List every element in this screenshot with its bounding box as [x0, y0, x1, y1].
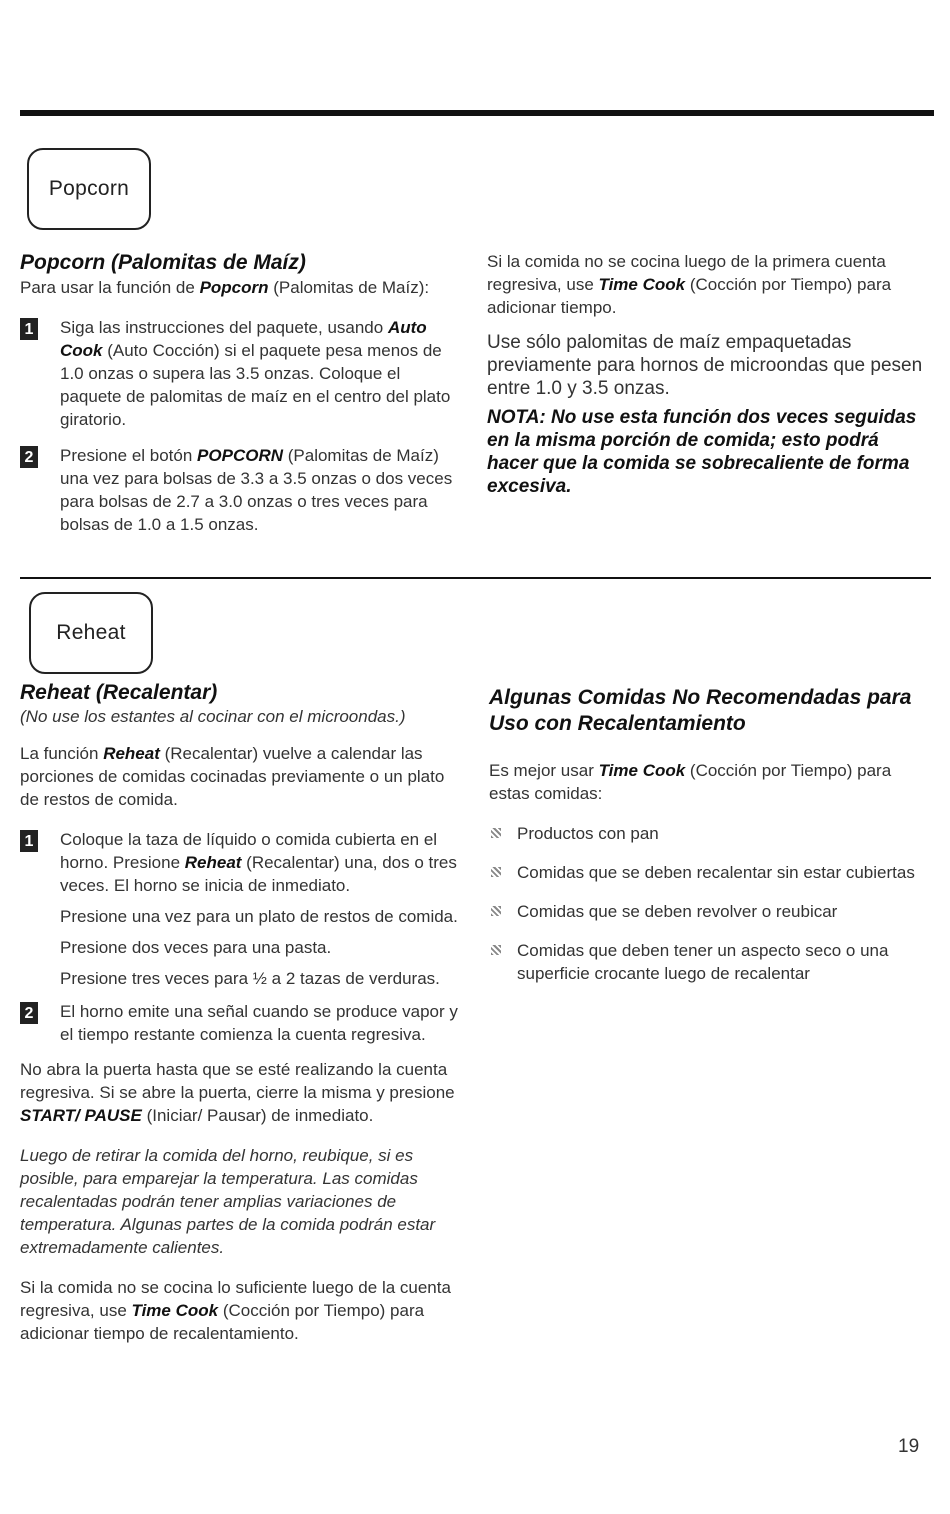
not-recommended-column [489, 685, 929, 985]
popcorn-intro [20, 276, 460, 299]
reheat-intro [20, 742, 462, 811]
reheat-step-1 [20, 828, 462, 990]
popcorn-left-column [20, 250, 460, 536]
popcorn-step-2-em: POPCORN [197, 446, 284, 465]
popcorn-key-icon [27, 148, 151, 230]
popcorn-title: Popcorn (Palomitas de Maíz) [20, 251, 306, 274]
popcorn-right-p1-text: Si la comida no se cocina luego de la primera cuenta regresiva, use [487, 252, 886, 294]
popcorn-intro-text: Para usar la función de [20, 278, 200, 297]
popcorn-key-label: Popcorn [48, 177, 130, 200]
not-recommended-intro [489, 759, 929, 805]
bullet-icon [491, 945, 501, 955]
list-item-text: Comidas que se deben recalentar sin estar cubiertas [517, 863, 915, 882]
reheat-subtitle: (No use los estantes al cocinar con el microondas.) [20, 707, 406, 726]
not-recommended-title: Algunas Comidas No Recomendadas para Uso con Recalentamiento [489, 686, 912, 735]
reheat-step-2-text: El horno emite una señal cuando se produce vapor y el tiempo restante comienza la cuenta regresiva. [60, 1002, 458, 1044]
reheat-step-1-post: (Recalentar) una, dos o tres veces. El horno se inicia de inmediato. [60, 853, 457, 895]
reheat-final-text: Si la comida no se cocina lo suficiente luego de la cuenta regresiva, use [20, 1278, 451, 1320]
popcorn-intro-em: Popcorn [199, 278, 269, 297]
popcorn-note: NOTA: No use esta función dos veces seguidas en la misma porción de comida; esto podrá hacer que la comida se sobrecaliente de forma excesiva. [487, 407, 917, 497]
reheat-step-1-em: Reheat [184, 853, 242, 872]
reheat-final-paragraph [20, 1276, 462, 1345]
popcorn-right-p1 [487, 250, 927, 319]
popcorn-step-1-em: Auto Cook [60, 318, 427, 360]
popcorn-step-1-text: Siga las instrucciones del paquete, usando [60, 318, 388, 337]
popcorn-intro-post: (Palomitas de Maíz): [268, 278, 430, 297]
reheat-step-1-option-b: Presione dos veces para una pasta. [60, 938, 332, 957]
step-number-badge: 2 [20, 1002, 38, 1024]
bullet-icon [491, 867, 501, 877]
popcorn-right-p1-em: Time Cook [598, 275, 686, 294]
list-item [489, 822, 929, 845]
not-recommended-intro-text: Es mejor usar [489, 761, 599, 780]
reheat-title: Reheat (Recalentar) [20, 681, 218, 704]
list-item-text: Productos con pan [517, 824, 659, 843]
reheat-key-icon [29, 592, 153, 674]
popcorn-step-1 [20, 316, 460, 431]
popcorn-step-2 [20, 444, 460, 536]
reheat-step-1-option-a: Presione una vez para un plato de restos de comida. [60, 907, 458, 926]
reheat-door-paragraph [20, 1058, 462, 1127]
bullet-icon [491, 906, 501, 916]
popcorn-right-p2: Use sólo palomitas de maíz empaquetadas previamente para hornos de microondas que pesen entre 1.0 y 3.5 onzas. [487, 332, 923, 399]
reheat-italic-note: Luego de retirar la comida del horno, reubique, si es posible, para emparejar la temperatura. Las comidas recalentadas podrán tener amplias variaciones de temperatura. Algunas partes de la comida podrán estar extremadamente calientes. [20, 1146, 436, 1257]
step-number-badge: 1 [20, 830, 38, 852]
bullet-icon [491, 828, 501, 838]
list-item [489, 900, 929, 923]
reheat-final-em: Time Cook [131, 1301, 219, 1320]
reheat-step-1-text: Coloque la taza de líquido o comida cubierta en el horno. Presione [60, 830, 438, 872]
step-number-badge: 1 [20, 318, 38, 340]
step-number-badge: 2 [20, 446, 38, 468]
popcorn-step-2-post: (Palomitas de Maíz) una vez para bolsas de 3.3 a 3.5 onzas o dos veces para bolsas de 2.7 a 3.0 onzas o tres veces para bolsas de 1.0 a 1.5 onzas. [60, 446, 453, 534]
list-item-text: Comidas que se deben revolver o reubicar [517, 902, 838, 921]
not-recommended-intro-post: (Cocción por Tiempo) para estas comidas: [489, 761, 892, 803]
reheat-intro-post: (Recalentar) vuelve a calendar las porciones de comidas cocinadas previamente o un plato de restos de comida. [20, 744, 445, 809]
popcorn-right-p1-post: (Cocción por Tiempo) para adicionar tiempo. [487, 275, 892, 317]
list-item [489, 861, 929, 884]
reheat-intro-em: Reheat [103, 744, 160, 763]
reheat-intro-text: La función [20, 744, 104, 763]
reheat-step-2 [20, 1000, 462, 1046]
section-divider [20, 577, 931, 579]
reheat-key-label: Reheat [56, 621, 126, 644]
reheat-door-em: START/ PAUSE [20, 1106, 142, 1125]
popcorn-step-2-text: Presione el botón [60, 446, 198, 465]
reheat-door-text: No abra la puerta hasta que se esté realizando la cuenta regresiva. Si se abre la puerta, cierre la misma y presione [20, 1060, 455, 1102]
popcorn-right-column [487, 250, 927, 498]
reheat-door-post: (Iniciar/ Pausar) de inmediato. [141, 1106, 374, 1125]
page-number: 19 [898, 1436, 920, 1457]
popcorn-step-1-post: (Auto Cocción) si el paquete pesa menos de 1.0 onzas o supera las 3.5 onzas. Coloque el paquete de palomitas de maíz en el centro del plato giratorio. [60, 341, 451, 429]
list-item-text: Comidas que deben tener un aspecto seco o una superficie crocante luego de recalentar [517, 941, 889, 983]
top-rule [20, 110, 934, 116]
not-recommended-intro-em: Time Cook [598, 761, 686, 780]
reheat-left-column [20, 680, 462, 1345]
list-item [489, 939, 929, 985]
reheat-final-post: (Cocción por Tiempo) para adicionar tiempo de recalentamiento. [20, 1301, 425, 1343]
reheat-step-1-option-c: Presione tres veces para ½ a 2 tazas de verduras. [60, 969, 440, 988]
